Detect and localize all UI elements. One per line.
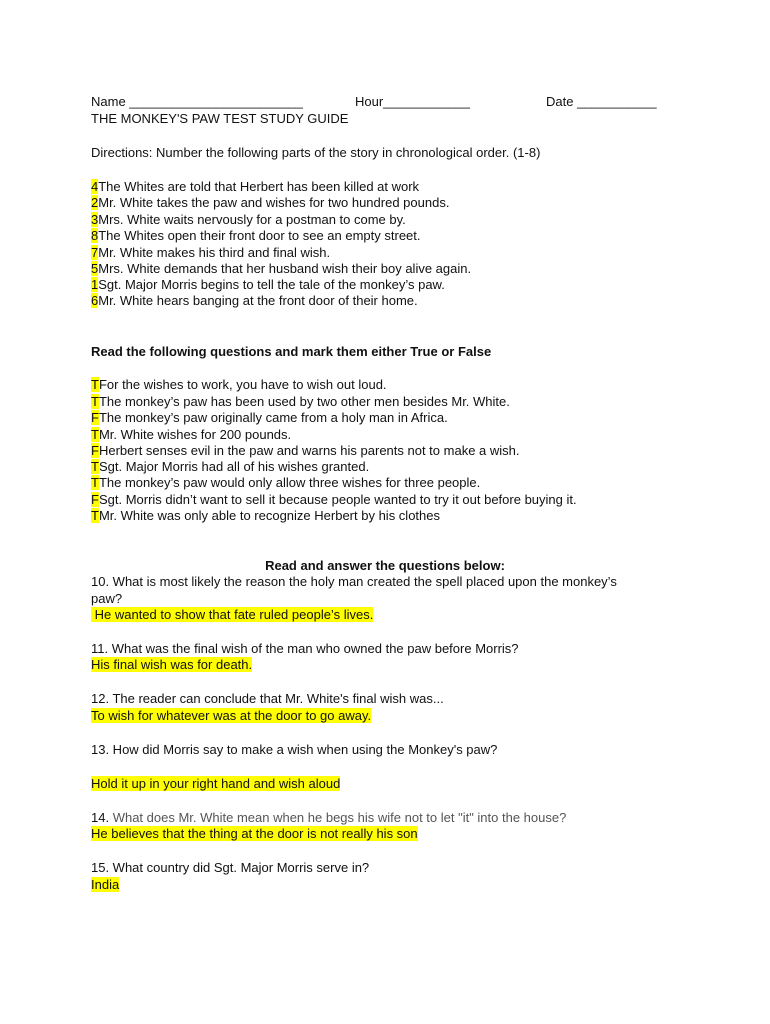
tf-answer: T	[91, 459, 99, 474]
order-item	[91, 261, 471, 277]
question-14-text: What does Mr. White mean when he begs his wife not to let "it" into the house?	[112, 810, 567, 825]
order-text: Sgt. Major Morris begins to tell the tale of the monkey’s paw.	[98, 277, 445, 292]
tf-heading: Read the following questions and mark them either True or False	[91, 344, 492, 359]
tf-text: The monkey’s paw has been used by two other men besides Mr. White.	[98, 394, 510, 409]
order-answer: 6	[91, 293, 99, 308]
tf-item	[91, 394, 510, 410]
order-answer: 1	[91, 277, 99, 292]
tf-item	[91, 410, 448, 426]
answer-12	[91, 708, 371, 724]
order-text: Mrs. White waits nervously for a postman to come by.	[98, 212, 406, 227]
tf-answer: F	[91, 443, 99, 458]
question-12: 12. The reader can conclude that Mr. White's final wish was...	[91, 691, 444, 706]
tf-item	[91, 508, 440, 524]
question-10-line1: 10. What is most likely the reason the holy man created the spell placed upon the monkey’s	[91, 574, 617, 589]
question-14	[91, 810, 566, 826]
order-text: The Whites are told that Herbert has been killed at work	[98, 179, 420, 194]
tf-text: For the wishes to work, you have to wish out loud.	[98, 377, 387, 392]
answer-10-text: He wanted to show that fate ruled people’s lives.	[91, 607, 374, 622]
order-answer: 8	[91, 228, 99, 243]
tf-text: The monkey’s paw would only allow three wishes for three people.	[98, 475, 481, 490]
order-item	[91, 179, 419, 195]
answer-13	[91, 776, 340, 792]
tf-text: Herbert senses evil in the paw and warns his parents not to make a wish.	[98, 443, 520, 458]
order-answer: 5	[91, 261, 99, 276]
question-11: 11. What was the final wish of the man who owned the paw before Morris?	[91, 641, 519, 656]
order-text: Mrs. White demands that her husband wish their boy alive again.	[98, 261, 472, 276]
tf-text: The monkey’s paw originally came from a holy man in Africa.	[98, 410, 448, 425]
tf-answer: T	[91, 427, 99, 442]
order-text: Mr. White hears banging at the front door of their home.	[98, 293, 418, 308]
tf-answer: T	[91, 475, 99, 490]
question-14-number: 14.	[91, 810, 113, 825]
tf-text: Sgt. Morris didn’t want to sell it because people wanted to try it out before buying it.	[98, 492, 577, 507]
order-answer: 7	[91, 245, 99, 260]
answer-11	[91, 657, 252, 673]
order-item	[91, 212, 406, 228]
question-13: 13. How did Morris say to make a wish when using the Monkey's paw?	[91, 742, 498, 757]
order-text: Mr. White makes his third and final wish.	[98, 245, 331, 260]
tf-text: Mr. White wishes for 200 pounds.	[98, 427, 292, 442]
order-item	[91, 277, 445, 293]
tf-item	[91, 459, 369, 475]
order-answer: 2	[91, 195, 99, 210]
order-answer: 3	[91, 212, 99, 227]
tf-answer: F	[91, 410, 99, 425]
order-item	[91, 195, 449, 211]
order-answer: 4	[91, 179, 99, 194]
answer-14	[91, 826, 418, 842]
qa-heading: Read and answer the questions below:	[265, 558, 505, 573]
order-text: The Whites open their front door to see an empty street.	[98, 228, 421, 243]
answer-15-text: India	[91, 877, 120, 892]
question-15: 15. What country did Sgt. Major Morris serve in?	[91, 860, 370, 875]
tf-item	[91, 475, 480, 491]
tf-answer: T	[91, 508, 99, 523]
question-10-line2: paw?	[91, 591, 123, 606]
order-text: Mr. White takes the paw and wishes for two hundred pounds.	[98, 195, 450, 210]
tf-item	[91, 377, 387, 393]
order-directions: Directions: Number the following parts of the story in chronological order. (1-8)	[91, 145, 541, 160]
tf-answer: T	[91, 394, 99, 409]
answer-12-text: To wish for whatever was at the door to go away.	[91, 708, 372, 723]
order-item	[91, 228, 421, 244]
name-field: Name ________________________	[91, 94, 303, 109]
order-item	[91, 245, 330, 261]
order-item	[91, 293, 418, 309]
tf-item	[91, 427, 291, 443]
page-title: THE MONKEY'S PAW TEST STUDY GUIDE	[91, 111, 349, 126]
answer-11-text: His final wish was for death.	[91, 657, 253, 672]
answer-10	[91, 607, 373, 623]
answer-14-text: He believes that the thing at the door is not really his son	[91, 826, 418, 841]
hour-field: Hour____________	[355, 94, 470, 109]
tf-item	[91, 492, 577, 508]
answer-13-text: Hold it up in your right hand and wish aloud	[91, 776, 341, 791]
tf-text: Mr. White was only able to recognize Herbert by his clothes	[98, 508, 440, 523]
tf-item	[91, 443, 520, 459]
date-field: Date ___________	[546, 94, 657, 109]
tf-text: Sgt. Major Morris had all of his wishes granted.	[98, 459, 370, 474]
tf-answer: T	[91, 377, 99, 392]
tf-answer: F	[91, 492, 99, 507]
answer-15	[91, 877, 119, 893]
